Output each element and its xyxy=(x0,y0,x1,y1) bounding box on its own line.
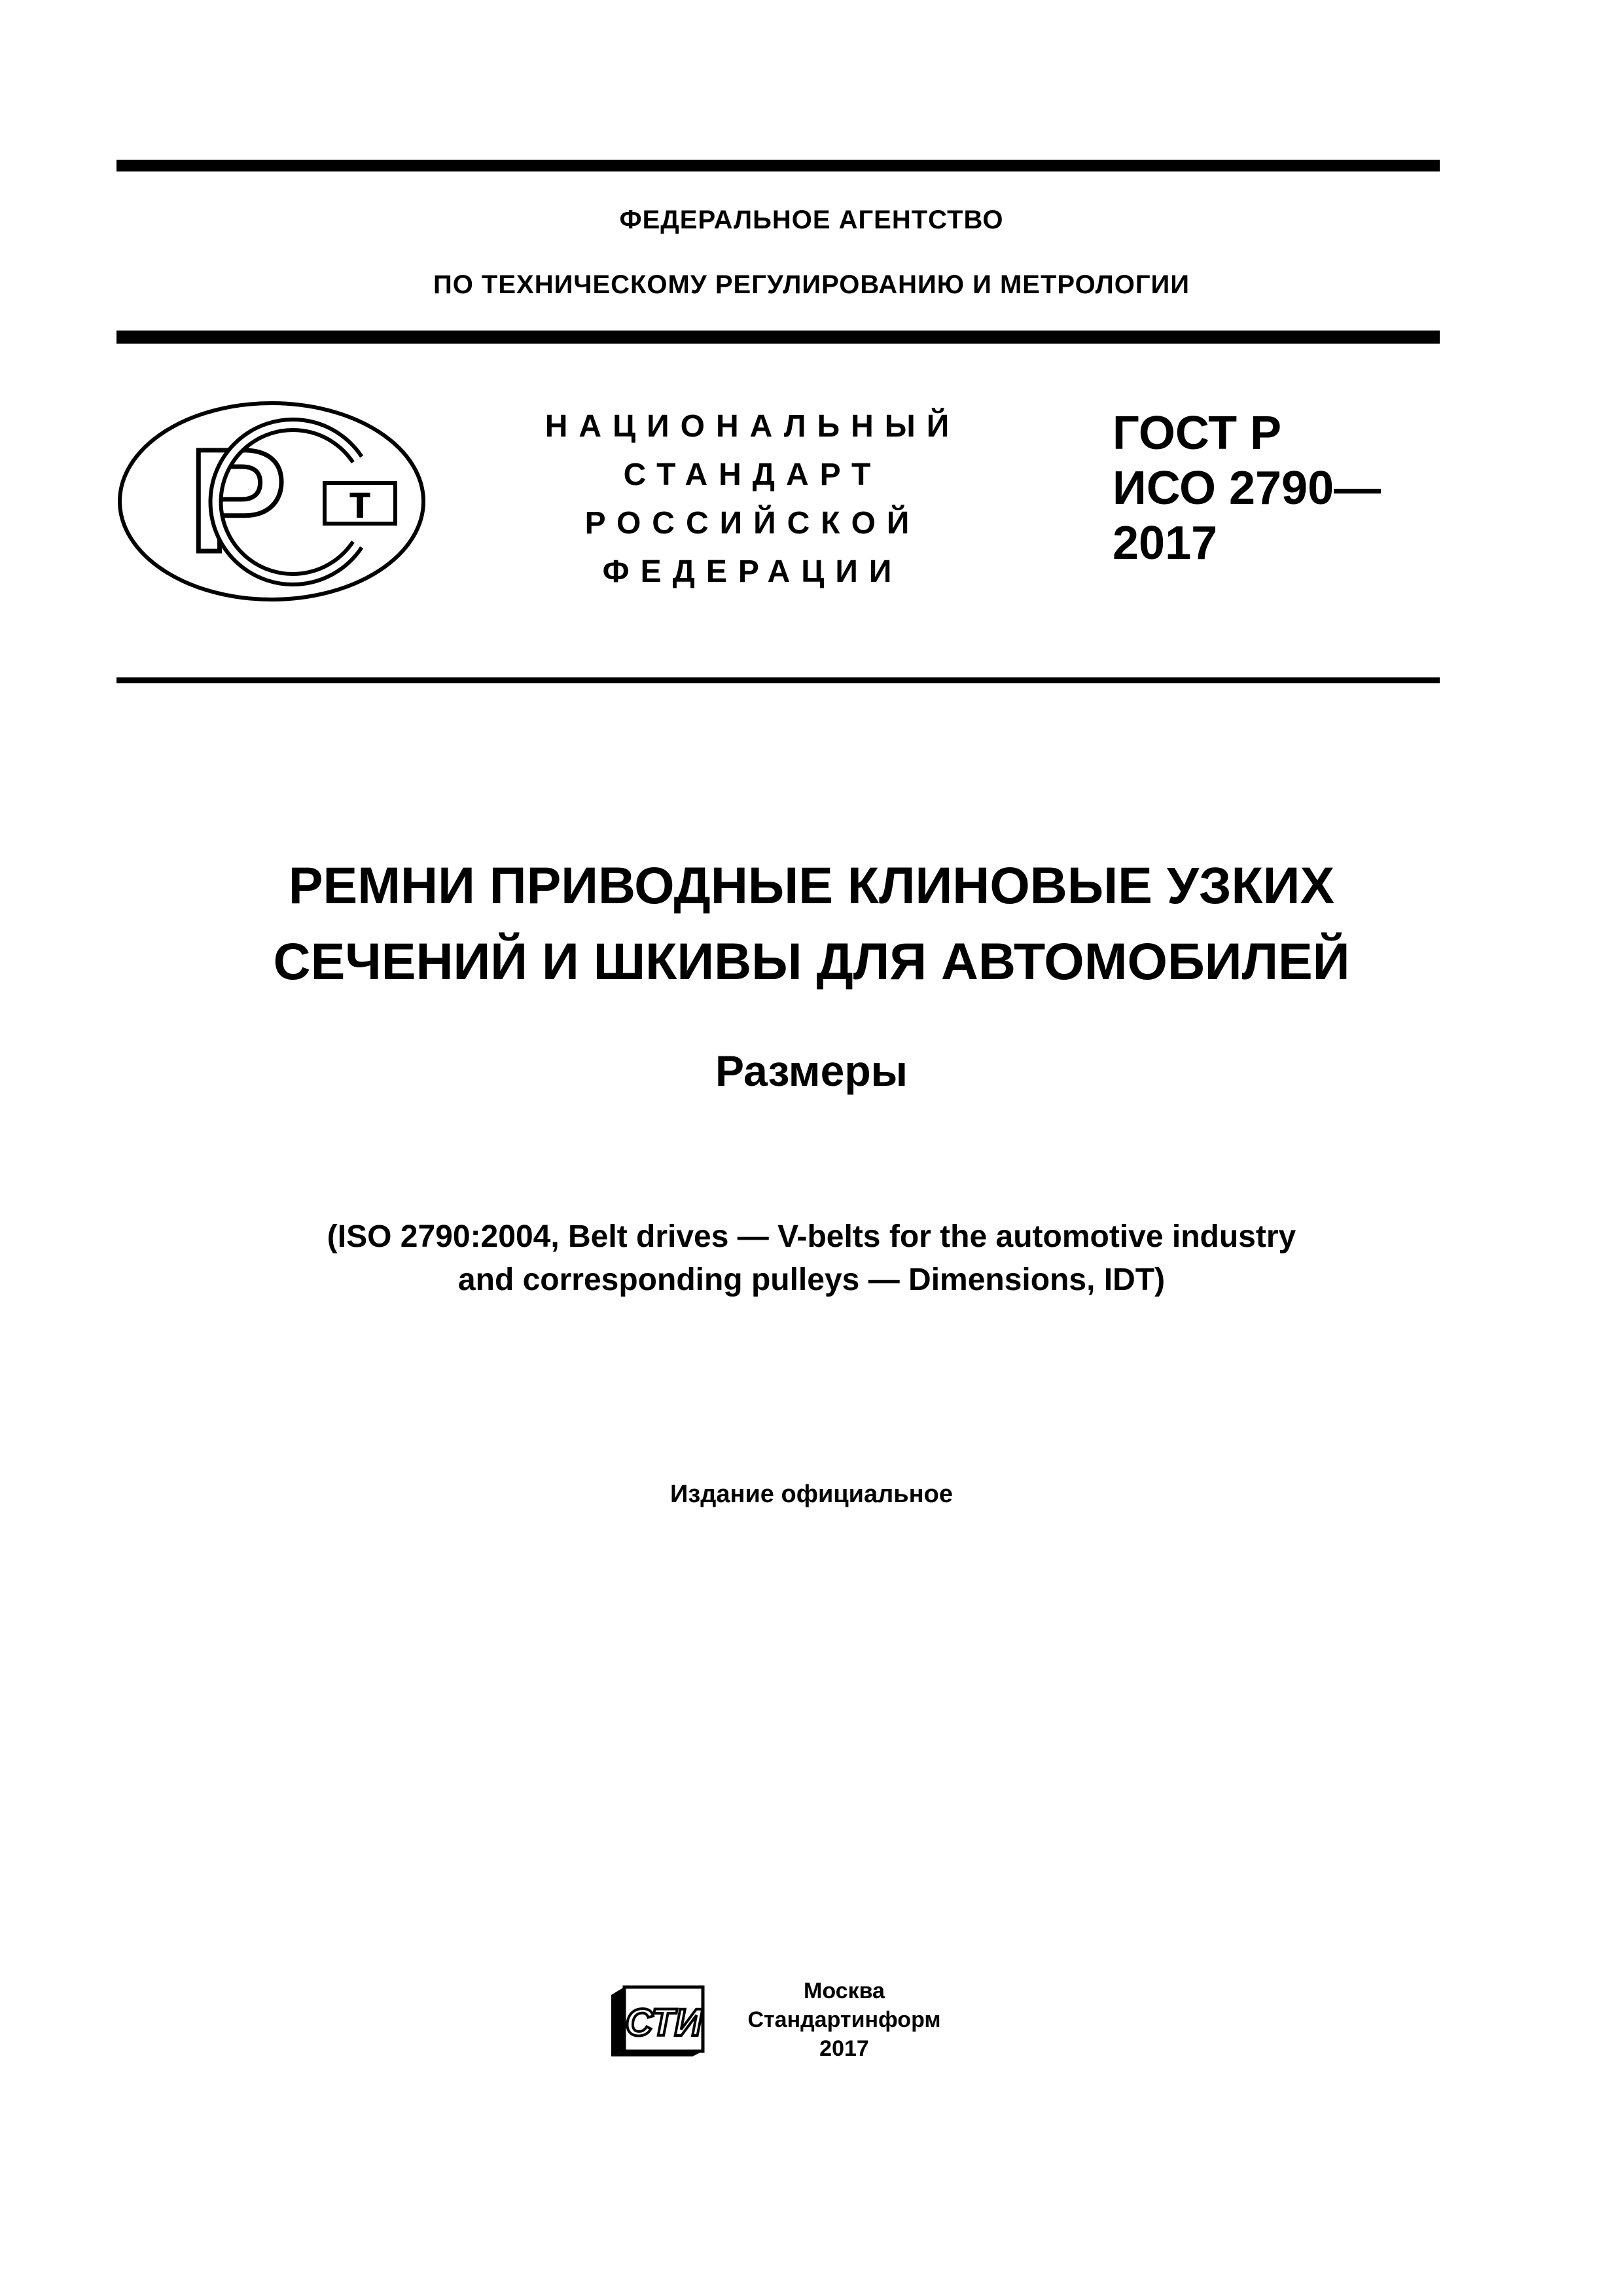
status-line: НАЦИОНАЛЬНЫЙ xyxy=(544,409,961,444)
standartinform-logo-icon xyxy=(607,1981,707,2059)
title-divider-rule xyxy=(116,677,1440,683)
document-subtitle: Размеры xyxy=(715,1047,908,1095)
publisher-name: Стандартинформ xyxy=(747,2007,941,2032)
title-line: СЕЧЕНИЙ И ШКИВЫ ДЛЯ АВТОМОБИЛЕЙ xyxy=(273,932,1350,990)
svg-text:т: т xyxy=(348,476,372,528)
edition-label: Издание официальное xyxy=(670,1480,953,1508)
reference-line: and corresponding pulleys — Dimensions, IDT) xyxy=(457,1263,1166,1297)
gost-r-certification-mark-icon xyxy=(115,399,428,603)
agency-name-line-2: ПО ТЕХНИЧЕСКОМУ РЕГУЛИРОВАНИЮ И МЕТРОЛОГИИ xyxy=(433,270,1190,299)
agency-name-line-1: ФЕДЕРАЛЬНОЕ АГЕНТСТВО xyxy=(619,206,1004,234)
designation-line: 2017 xyxy=(1113,517,1218,569)
standard-designation xyxy=(1113,406,1381,571)
standard-status-block xyxy=(524,403,982,596)
header-divider-rule xyxy=(116,331,1440,344)
status-line: РОССИЙСКОЙ xyxy=(584,506,921,541)
designation-line: ГОСТ Р xyxy=(1113,407,1282,459)
svg-text:Р: Р xyxy=(188,419,287,583)
status-line: ФЕДЕРАЦИИ xyxy=(602,554,903,589)
document-title xyxy=(0,848,1623,999)
publisher-imprint xyxy=(726,1977,962,2063)
international-standard-reference xyxy=(0,1215,1623,1302)
title-line: РЕМНИ ПРИВОДНЫЕ КЛИНОВЫЕ УЗКИХ xyxy=(288,856,1335,914)
reference-line: (ISO 2790:2004, Belt drives — V-belts for the automotive industry xyxy=(327,1219,1296,1254)
svg-text:СТИ: СТИ xyxy=(625,2001,702,2044)
designation-line: ИСО 2790— xyxy=(1113,462,1382,514)
top-rule xyxy=(116,160,1440,171)
publication-year: 2017 xyxy=(819,2036,869,2061)
publisher-city: Москва xyxy=(804,1979,885,2003)
status-line: СТАНДАРТ xyxy=(623,457,882,492)
